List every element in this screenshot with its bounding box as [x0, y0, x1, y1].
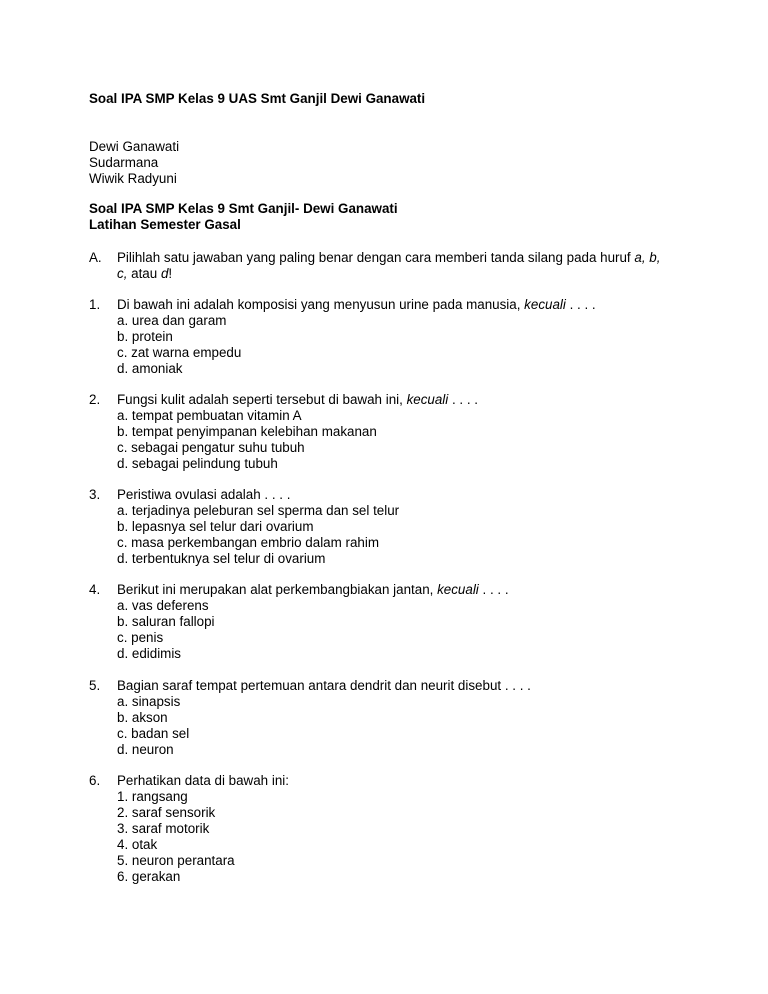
option: a. tempat pembuatan vitamin A	[117, 408, 302, 423]
option: b. lepasnya sel telur dari ovarium	[117, 519, 314, 534]
option: d. amoniak	[117, 361, 183, 376]
question-stem: Fungsi kulit adalah seperti tersebut di bawah ini, kecuali . . . .	[117, 392, 479, 407]
data-item: 5. neuron perantara	[117, 853, 235, 868]
option: b. akson	[117, 710, 168, 725]
author-name: Wiwik Radyuni	[89, 171, 177, 186]
data-item: 6. gerakan	[117, 869, 181, 884]
question-number: 4.	[89, 582, 101, 597]
option: d. edidimis	[117, 646, 182, 661]
question-number: 6.	[89, 773, 101, 788]
option: c. zat warna empedu	[117, 345, 242, 360]
question-stem: Bagian saraf tempat pertemuan antara dendrit dan neurit disebut . . . .	[117, 678, 531, 693]
data-item: 4. otak	[117, 837, 158, 852]
question-stem: Peristiwa ovulasi adalah . . . .	[117, 487, 291, 502]
option: c. badan sel	[117, 726, 190, 741]
option: a. sinapsis	[117, 694, 181, 709]
option: a. vas deferens	[117, 598, 209, 613]
option: c. masa perkembangan embrio dalam rahim	[117, 535, 379, 550]
option: c. sebagai pengatur suhu tubuh	[117, 440, 305, 455]
option: a. terjadinya peleburan sel sperma dan sel telur	[117, 503, 400, 518]
option: d. sebagai pelindung tubuh	[117, 456, 278, 471]
section-heading	[89, 201, 398, 233]
data-item: 1. rangsang	[117, 789, 188, 804]
option: d. terbentuknya sel telur di ovarium	[117, 551, 326, 566]
subtitle-gasal: Latihan Semester Gasal	[89, 217, 241, 232]
question-stem: Di bawah ini adalah komposisi yang menyusun urine pada manusia, kecuali . . . .	[117, 297, 596, 312]
option: b. saluran fallopi	[117, 614, 215, 629]
question-number: 2.	[89, 392, 101, 407]
option: b. protein	[117, 329, 173, 344]
data-item: 3. saraf motorik	[117, 821, 210, 836]
document-title: Soal IPA SMP Kelas 9 UAS Smt Ganjil Dewi Ganawati	[89, 91, 426, 106]
question-stem: Berikut ini merupakan alat perkembangbiakan jantan, kecuali . . . .	[117, 582, 509, 597]
option: d. neuron	[117, 742, 174, 757]
option: b. tempat penyimpanan kelebihan makanan	[117, 424, 377, 439]
author-name: Sudarmana	[89, 155, 159, 170]
subtitle: Soal IPA SMP Kelas 9 Smt Ganjil- Dewi Ganawati	[89, 201, 398, 216]
question-number: 5.	[89, 678, 101, 693]
option: a. urea dan garam	[117, 313, 227, 328]
data-item: 2. saraf sensorik	[117, 805, 216, 820]
question-number: 3.	[89, 487, 101, 502]
author-list	[89, 139, 179, 187]
question-stem: Perhatikan data di bawah ini:	[117, 773, 289, 788]
question-number: 1.	[89, 297, 101, 312]
instruction-text: Pilihlah satu jawaban yang paling benar dengan cara memberi tanda silang pada huruf a, b, c, atau d!	[117, 250, 661, 281]
option: c. penis	[117, 630, 164, 645]
author-name: Dewi Ganawati	[89, 139, 180, 154]
instruction-label: A.	[89, 250, 102, 265]
